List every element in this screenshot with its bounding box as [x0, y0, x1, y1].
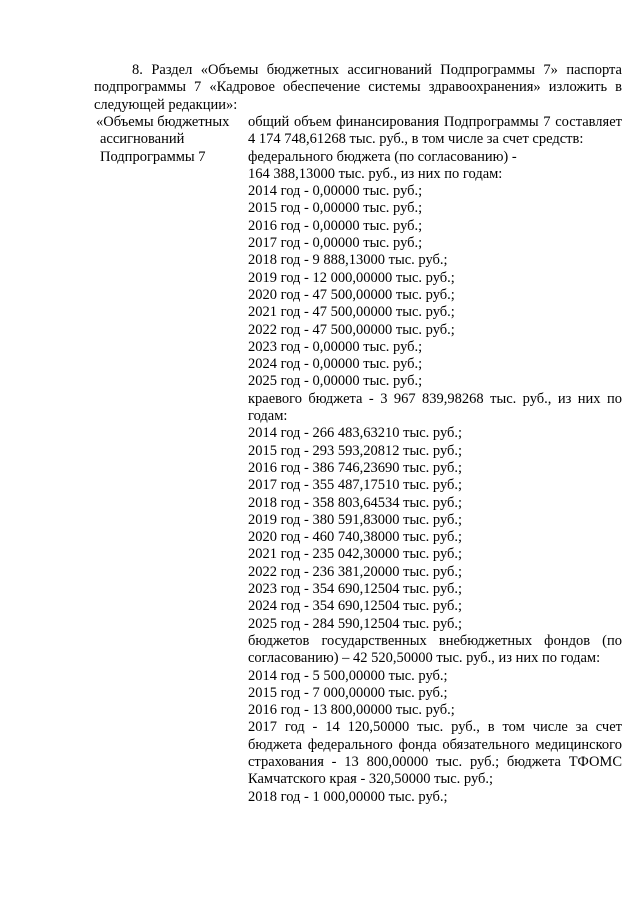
- regional-years-list: [248, 425, 622, 633]
- regional-heading: краевого бюджета - 3 967 839,98268 тыс. руб., из них по годам:: [248, 390, 622, 425]
- regional-year-row: 2021 год - 235 042,30000 тыс. руб.;: [248, 546, 463, 563]
- federal-year-row: 2024 год - 0,00000 тыс. руб.;: [248, 356, 423, 373]
- offbudget-year-2017: 2017 год - 14 120,50000 тыс. руб., в том числе за счет бюджета федерального фонда обязательного медицинского страхования - 13 800,00000 тыс. руб.; бюджета ТФОМС Камчатского края - 320,50000 тыс. руб.;: [248, 719, 622, 788]
- offbudget-heading: бюджетов государственных внебюджетных фондов (по согласованию) – 42 520,50000 тыс. руб., из них по годам:: [248, 632, 622, 667]
- left-label-line: ассигнований: [100, 131, 185, 148]
- regional-year-row: 2017 год - 355 487,17510 тыс. руб.;: [248, 477, 463, 494]
- federal-year-row: 2025 год - 0,00000 тыс. руб.;: [248, 373, 423, 390]
- federal-year-row: 2019 год - 12 000,00000 тыс. руб.;: [248, 269, 455, 286]
- federal-amount: 164 388,13000 тыс. руб., из них по годам:: [248, 165, 503, 182]
- intro-text: 8. Раздел «Объемы бюджетных ассигнований Подпрограммы 7» паспорта подпрограммы 7 «Кадровое обеспечение системы здравоохранения» изложить в следующей редакции»:: [94, 62, 622, 113]
- regional-year-row: 2018 год - 358 803,64534 тыс. руб.;: [248, 494, 463, 511]
- regional-year-row: 2020 год - 460 740,38000 тыс. руб.;: [248, 529, 463, 546]
- federal-year-row: 2023 год - 0,00000 тыс. руб.;: [248, 338, 423, 355]
- federal-year-row: 2022 год - 47 500,00000 тыс. руб.;: [248, 321, 455, 338]
- regional-year-row: 2024 год - 354 690,12504 тыс. руб.;: [248, 598, 463, 615]
- federal-years-list: [248, 183, 622, 391]
- regional-year-row: 2016 год - 386 746,23690 тыс. руб.;: [248, 459, 463, 476]
- regional-year-row: 2025 год - 284 590,12504 тыс. руб.;: [248, 615, 463, 632]
- regional-year-row: 2022 год - 236 381,20000 тыс. руб.;: [248, 563, 463, 580]
- offbudget-year-row: 2014 год - 5 500,00000 тыс. руб.;: [248, 667, 448, 684]
- left-label-line: Подпрограммы 7: [100, 148, 206, 165]
- federal-year-row: 2015 год - 0,00000 тыс. руб.;: [248, 200, 423, 217]
- regional-year-row: 2014 год - 266 483,63210 тыс. руб.;: [248, 425, 463, 442]
- federal-year-row: 2016 год - 0,00000 тыс. руб.;: [248, 217, 423, 234]
- regional-year-row: 2023 год - 354 690,12504 тыс. руб.;: [248, 581, 463, 598]
- offbudget-years-list: [248, 668, 622, 806]
- left-label-line: «Объемы бюджетных: [96, 114, 230, 130]
- federal-year-row: 2018 год - 9 888,13000 тыс. руб.;: [248, 252, 448, 269]
- offbudget-year-row: 2018 год - 1 000,00000 тыс. руб.;: [248, 788, 448, 805]
- table-right-cell: [248, 114, 622, 806]
- total-financing-text: общий объем финансирования Подпрограммы 7 составляет 4 174 748,61268 тыс. руб., в том числе за счет средств:: [248, 114, 622, 148]
- offbudget-year-row: 2016 год - 13 800,00000 тыс. руб.;: [248, 702, 455, 719]
- federal-year-row: 2021 год - 47 500,00000 тыс. руб.;: [248, 304, 455, 321]
- federal-year-row: 2017 год - 0,00000 тыс. руб.;: [248, 235, 423, 252]
- federal-year-row: 2014 год - 0,00000 тыс. руб.;: [248, 183, 423, 200]
- federal-year-row: 2020 год - 47 500,00000 тыс. руб.;: [248, 286, 455, 303]
- intro-paragraph: [94, 62, 622, 114]
- regional-year-row: 2019 год - 380 591,83000 тыс. руб.;: [248, 511, 463, 528]
- offbudget-year-row: 2015 год - 7 000,00000 тыс. руб.;: [248, 684, 448, 701]
- regional-year-row: 2015 год - 293 593,20812 тыс. руб.;: [248, 442, 463, 459]
- federal-heading: федерального бюджета (по согласованию) -: [248, 148, 517, 165]
- table-left-cell: [96, 114, 246, 166]
